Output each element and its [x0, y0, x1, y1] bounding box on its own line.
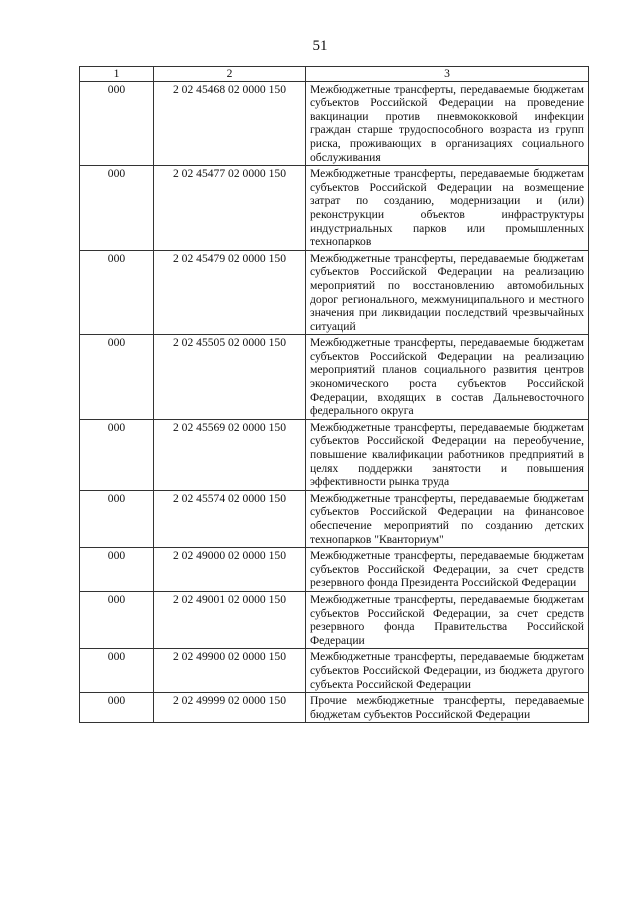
budget-code-cell: 2 02 49001 02 0000 150 [154, 591, 306, 648]
page-number: 51 [312, 38, 328, 54]
description-cell: Межбюджетные трансферты, передаваемые бюджетам субъектов Российской Федерации на переобучение, повышение квалификации работников предприятий в целях поддержки занятости и повышения эффективности рынка труда [306, 419, 589, 490]
description-cell: Межбюджетные трансферты, передаваемые бюджетам субъектов Российской Федерации, из бюджета другого субъекта Российской Федерации [306, 649, 589, 693]
column-header-1: 1 [80, 67, 154, 82]
table-row [80, 335, 589, 420]
budget-code-cell: 2 02 45505 02 0000 150 [154, 335, 306, 420]
description-cell: Межбюджетные трансферты, передаваемые бюджетам субъектов Российской Федерации на проведение вакцинации против пневмококковой инфекции граждан старше трудоспособного возраста из групп риска, проживающих в организациях социального обслуживания [306, 81, 589, 166]
description-cell: Межбюджетные трансферты, передаваемые бюджетам субъектов Российской Федерации на реализацию мероприятий по восстановлению автомобильных дорог регионального, межмуниципального и местного значения при ликвидации последствий чрезвычайных ситуаций [306, 250, 589, 335]
table-row [80, 166, 589, 251]
budget-code-cell: 2 02 45468 02 0000 150 [154, 81, 306, 166]
budget-code-cell: 2 02 49900 02 0000 150 [154, 649, 306, 693]
table-row [80, 490, 589, 547]
table-row [80, 548, 589, 592]
admin-code-cell: 000 [80, 166, 154, 251]
budget-code-cell: 2 02 45569 02 0000 150 [154, 419, 306, 490]
admin-code-cell: 000 [80, 250, 154, 335]
admin-code-cell: 000 [80, 419, 154, 490]
budget-codes-table [79, 66, 589, 723]
description-cell: Межбюджетные трансферты, передаваемые бюджетам субъектов Российской Федерации на реализацию мероприятий планов социального развития центров экономического роста субъектов Российской Федерации, входящих в состав Дальневосточного федерального округа [306, 335, 589, 420]
budget-code-cell: 2 02 49000 02 0000 150 [154, 548, 306, 592]
budget-code-cell: 2 02 49999 02 0000 150 [154, 693, 306, 723]
table-row [80, 591, 589, 648]
admin-code-cell: 000 [80, 548, 154, 592]
description-cell: Прочие межбюджетные трансферты, передаваемые бюджетам субъектов Российской Федерации [306, 693, 589, 723]
table-header-row [80, 67, 589, 82]
admin-code-cell: 000 [80, 81, 154, 166]
description-cell: Межбюджетные трансферты, передаваемые бюджетам субъектов Российской Федерации, за счет средств резервного фонда Президента Российской Федерации [306, 548, 589, 592]
column-header-3: 3 [306, 67, 589, 82]
column-header-2: 2 [154, 67, 306, 82]
budget-code-cell: 2 02 45477 02 0000 150 [154, 166, 306, 251]
description-cell: Межбюджетные трансферты, передаваемые бюджетам субъектов Российской Федерации на финансовое обеспечение мероприятий по созданию детских технопарков "Кванториум" [306, 490, 589, 547]
table-row [80, 81, 589, 166]
table-row [80, 649, 589, 693]
table-row [80, 419, 589, 490]
admin-code-cell: 000 [80, 591, 154, 648]
admin-code-cell: 000 [80, 335, 154, 420]
admin-code-cell: 000 [80, 490, 154, 547]
table-row [80, 250, 589, 335]
budget-code-cell: 2 02 45574 02 0000 150 [154, 490, 306, 547]
description-cell: Межбюджетные трансферты, передаваемые бюджетам субъектов Российской Федерации, за счет средств резервного фонда Правительства Российской Федерации [306, 591, 589, 648]
table-row [80, 693, 589, 723]
admin-code-cell: 000 [80, 693, 154, 723]
budget-code-cell: 2 02 45479 02 0000 150 [154, 250, 306, 335]
admin-code-cell: 000 [80, 649, 154, 693]
description-cell: Межбюджетные трансферты, передаваемые бюджетам субъектов Российской Федерации на возмещение затрат по созданию, модернизации и (или) реконструкции объектов инфраструктуры индустриальных парков или промышленных технопарков [306, 166, 589, 251]
